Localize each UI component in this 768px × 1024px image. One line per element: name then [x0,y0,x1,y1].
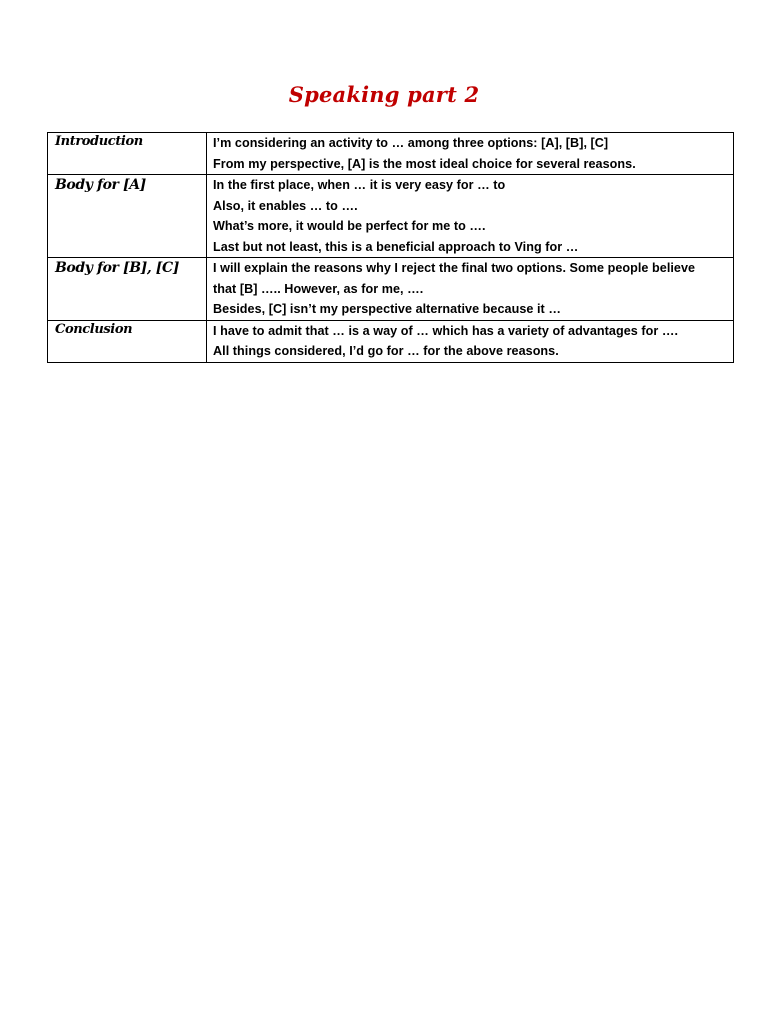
speaking-outline-table [47,132,734,363]
table-row-body-a [48,175,734,258]
row-label-body-a: Body for [A] [55,177,146,193]
content-line: that [B] ….. However, as for me, …. [213,281,424,296]
table-row-body-b-c [48,258,734,321]
content-line: I have to admit that … is a way of … which has a variety of advantages for …. [213,323,679,338]
content-line: Besides, [C] isn’t my perspective alternative because it … [213,302,561,316]
row-label-cell [48,133,207,175]
content-line: I will explain the reasons why I reject the final two options. Some people believe [213,261,696,275]
row-content-cell [207,320,734,362]
row-label-body-b-c: Body for [B], [C] [55,260,179,276]
content-line: All things considered, I’d go for … for the above reasons. [213,344,559,358]
content-line: Also, it enables … to …. [213,198,358,213]
row-label-cell [48,320,207,362]
row-label-cell [48,258,207,321]
content-line: Last but not least, this is a beneficial approach to Ving for … [213,239,579,254]
row-content-cell [207,258,734,321]
table-row-conclusion [48,320,734,362]
table-row-introduction [48,133,734,175]
content-line: What’s more, it would be perfect for me to …. [213,219,486,233]
page-title: Speaking part 2 [288,82,480,107]
content-line: In the first place, when … it is very easy for … to [213,178,506,192]
row-label-cell [48,175,207,258]
row-content-cell [207,133,734,175]
row-label-introduction: Introduction [55,134,143,149]
content-line: From my perspective, [A] is the most ideal choice for several reasons. [213,156,636,171]
row-label-conclusion: Conclusion [55,321,133,337]
content-line: I’m considering an activity to … among three options: [A], [B], [C] [213,136,609,150]
row-content-cell [207,175,734,258]
